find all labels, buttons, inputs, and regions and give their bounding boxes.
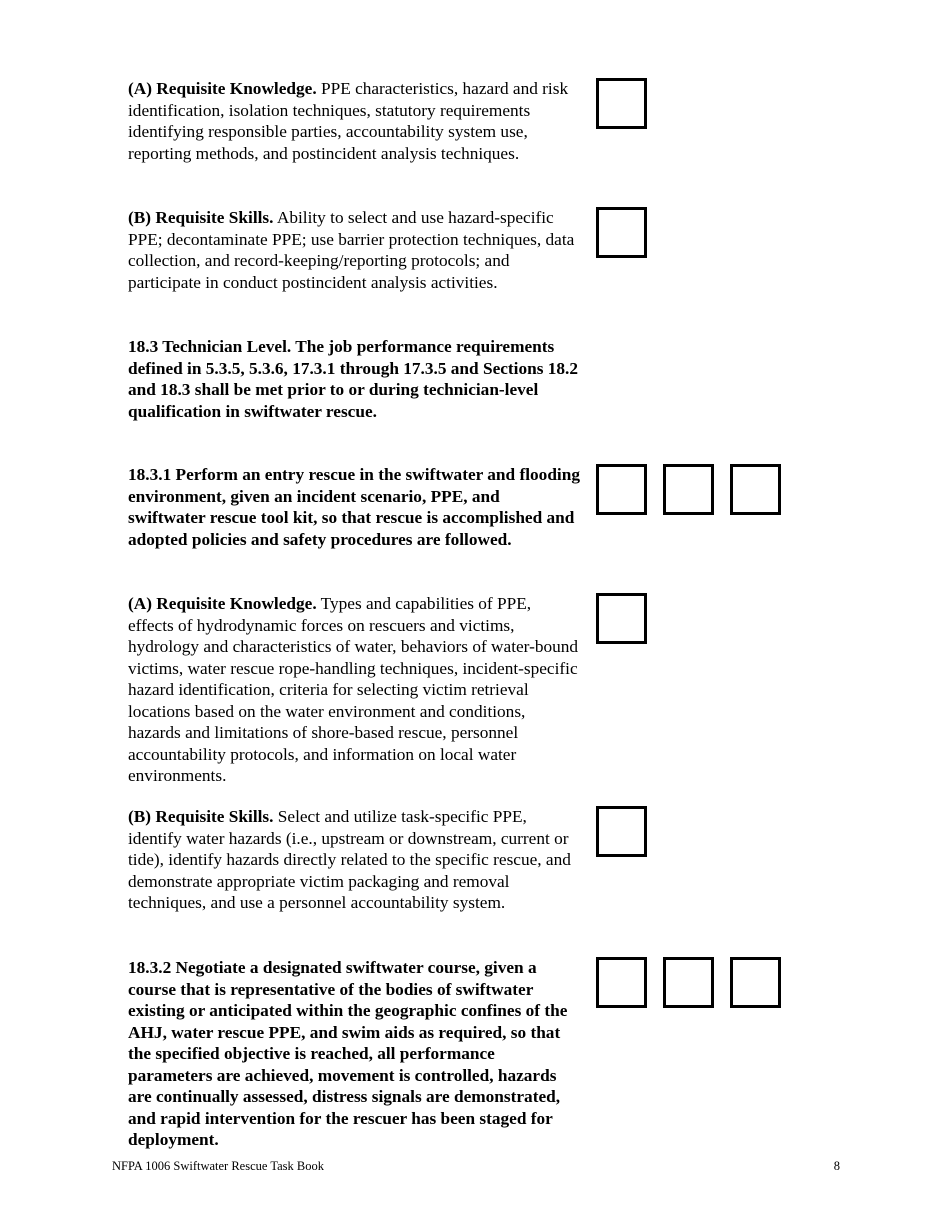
signoff-checkbox[interactable] (596, 78, 647, 129)
checkbox-group (596, 464, 781, 515)
signoff-checkbox[interactable] (663, 464, 714, 515)
signoff-checkbox[interactable] (663, 957, 714, 1008)
paragraph-lead: (B) Requisite Skills. (128, 208, 274, 227)
signoff-checkbox[interactable] (596, 207, 647, 258)
paragraph-lead: (A) Requisite Knowledge. (128, 79, 317, 98)
paragraph-lead: (B) Requisite Skills. (128, 807, 274, 826)
jpr-18-3-2: 18.3.2 Negotiate a designated swiftwater course, given a course that is representative of the bodies of swiftwater existing or anticipated within the geographic confines of the AHJ, water rescue PPE, and swim aids as required, so that the specified objective is reached, all performance parameters are achieved, movement is controlled, hazards are continually assessed, distress signals are demonstrated, and rapid intervention for the rescuer has been staged for deployment. (128, 958, 568, 1149)
signoff-checkbox[interactable] (596, 593, 647, 644)
skills-paragraph-2 (128, 806, 580, 914)
paragraph-text: PPE characteristics, hazard and risk identification, isolation techniques, statutory requirements identifying responsible parties, accountability system use, reporting methods, and postincident analysis techniques. (128, 79, 569, 163)
checkbox-group (596, 593, 647, 644)
page-number: 8 (833, 1159, 840, 1173)
jpr-18-3-1: 18.3.1 Perform an entry rescue in the swiftwater and flooding environment, given an incident scenario, PPE, and swiftwater rescue tool kit, so that rescue is accomplished and adopted policies and safety procedures are followed. (128, 465, 580, 549)
signoff-checkbox[interactable] (730, 957, 781, 1008)
paragraph-lead: (A) Requisite Knowledge. (128, 594, 317, 613)
checkbox-group (596, 806, 647, 857)
knowledge-paragraph-1 (128, 78, 580, 164)
signoff-checkbox[interactable] (596, 806, 647, 857)
signoff-checkbox[interactable] (730, 464, 781, 515)
paragraph-text: Types and capabilities of PPE, effects of hydrodynamic forces on rescuers and victims, hydrology and characteristics of water, behaviors of water-bound victims, water rescue rope-handling techniques, incident-specific hazard identification, criteria for selecting victim retrieval locations based on the water environment and conditions, hazards and limitations of shore-based rescue, personnel accountability protocols, and information on local water environments. (128, 594, 579, 785)
signoff-checkbox[interactable] (596, 464, 647, 515)
section-heading-18-3: 18.3 Technician Level. The job performance requirements defined in 5.3.5, 5.3.6, 17.3.1 through 17.3.5 and Sections 18.2 and 18.3 shall be met prior to or during technician-level qualification in swiftwater rescue. (128, 337, 579, 421)
checkbox-group (596, 207, 647, 258)
paragraph-text: Select and utilize task-specific PPE, identify water hazards (i.e., upstream or downstream, current or tide), identify hazards directly related to the specific rescue, and demonstrate appropriate victim packaging and removal techniques, and use a personnel accountability system. (128, 807, 571, 912)
skills-paragraph-1 (128, 207, 580, 293)
checkbox-group (596, 78, 647, 129)
footer-title: NFPA 1006 Swiftwater Rescue Task Book (112, 1159, 324, 1173)
knowledge-paragraph-2 (128, 593, 580, 787)
checkbox-group (596, 957, 781, 1008)
signoff-checkbox[interactable] (596, 957, 647, 1008)
paragraph-text: Ability to select and use hazard-specific PPE; decontaminate PPE; use barrier protection techniques, data collection, and record-keeping/reporting protocols; and participate in conduct postincident analysis activities. (128, 208, 575, 292)
